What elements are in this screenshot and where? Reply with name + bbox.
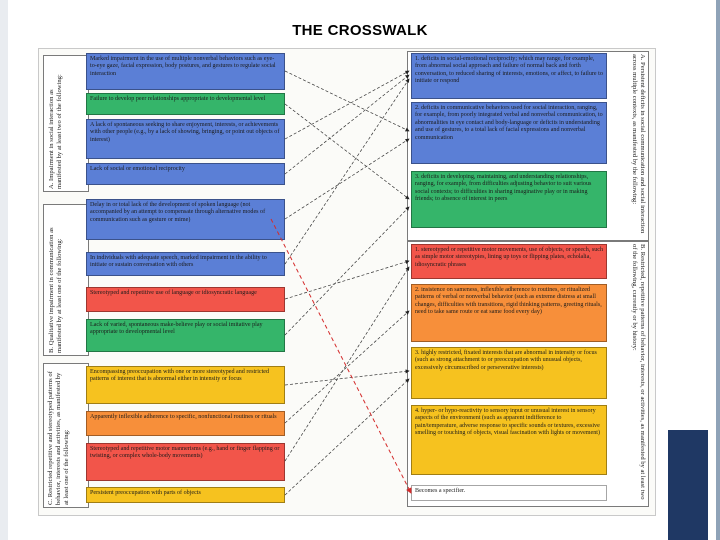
left-group-c-label: C. Restricted repetitive and stereotyped patterns of behavior, interests and activities, as manifested by at least one of the following:	[47, 371, 70, 505]
right-box-b1: 1. stereotyped or repetitive motor movements, use of objects, or speech, such as simple motor stereotypies, lining up toys or flipping plates, echolalia, idiosyncratic phrases	[411, 244, 607, 279]
right-box-specifier: Becomes a specifier.	[411, 485, 607, 501]
crosswalk-diagram	[38, 48, 656, 516]
page-title: THE CROSSWALK	[292, 22, 428, 39]
right-group-a-label: A. Persistent deficits in social communication and social interaction across multiple contexts, as manifested by the following:	[631, 54, 646, 234]
right-group-b-label: B. Restricted, repetitive patterns of behavior, interests, or activities, as manifested by at least two of the following, currently or by history:	[631, 244, 646, 500]
left-box-5: Delay in or total lack of the development of spoken language (not accompanied by an attempt to compensate through alternative modes of communication such as gesture or mime)	[86, 199, 285, 240]
left-box-3: A lack of spontaneous seeking to share enjoyment, interests, or achievements with other people (e.g., by a lack of showing, bringing, or point out objects of interest)	[86, 119, 285, 159]
red-arrow-specifier	[271, 219, 411, 493]
right-box-b3: 3. highly restricted, fixated interests that are abnormal in intensity or focus (such as strong attachment to or preoccupation with unusual objects, excessively circumscribed or perseverative interests)	[411, 347, 607, 399]
arrow-l8-a3	[285, 207, 409, 335]
right-accent-line	[716, 0, 720, 540]
left-box-9: Encompassing preoccupation with one or more stereotyped and restricted patterns of interest that is abnormal either in intensity or focus	[86, 366, 285, 404]
left-box-6: In individuals with adequate speech, marked impairment in the ability to initiate or sustain conversation with others	[86, 252, 285, 276]
arrow-l11-b1	[285, 267, 409, 461]
left-edge-stripe	[0, 0, 8, 540]
right-box-a3: 3. deficits in developing, maintaining, and understanding relationships, ranging, for example, from difficulties adjusting behavior to suit various social contexts; to difficulties in sharing imaginative play or in making friends; to absence of interest in peers	[411, 171, 607, 228]
left-group-a-label: A. Impairment in social interaction as manifested by at least two of the following:	[48, 74, 63, 189]
right-box-b2: 2. insistence on sameness, inflexible adherence to routines, or ritualized patterns of verbal or nonverbal behavior (such as extreme distress at small changes, difficulties with transitions, rigid thinking patterns, greeting rituals, need to take same route or eat same food every day)	[411, 284, 607, 342]
navy-accent-block	[668, 430, 708, 540]
left-box-2: Failure to develop peer relationships appropriate to developmental level	[86, 93, 285, 115]
arrow-l5-a2	[285, 139, 409, 219]
left-box-1: Marked impairment in the use of multiple nonverbal behaviors such as eye-to-eye gaze, facial expression, body postures, and gestures to regulate social interaction	[86, 53, 285, 90]
arrow-l1-a2	[285, 71, 409, 131]
arrow-l3-a1	[285, 71, 409, 139]
left-box-10: Apparently inflexible adherence to specific, nonfunctional routines or rituals	[86, 411, 285, 436]
left-box-4: Lack of social or emotional reciprocity	[86, 163, 285, 185]
arrow-l10-b2	[285, 311, 409, 423]
connector-arrows	[39, 49, 655, 515]
right-box-a2: 2. deficits in communicative behaviors used for social interaction, ranging, for example, from poorly integrated verbal and nonverbal communication, to abnormalities in eye contact and body-language or deficits in understanding and use of gestures, to a total lack of facial expressions and nonverbal communication	[411, 102, 607, 164]
arrow-l2-a3	[285, 104, 409, 199]
left-group-b-label: B. Qualitative impairment in communication as manifested by at least one of the following:	[48, 227, 63, 353]
left-box-7: Stereotyped and repetitive use of language or idiosyncratic language	[86, 287, 285, 312]
left-box-11: Stereotyped and repetitive motor mannerisms (e.g., hand or finger flapping or twisting, or complex whole-body movements)	[86, 443, 285, 481]
left-box-12: Persistent preoccupation with parts of objects	[86, 487, 285, 503]
arrow-l9-b3	[285, 371, 409, 385]
right-box-a1: 1. deficits in social-emotional reciprocity; which may range, for example, from abnormal social approach and failure of normal back and forth conversation, to reduced sharing of interests, emotions, or affect, to failure to initiate or respond	[411, 53, 607, 99]
arrow-l12-b3	[285, 379, 409, 495]
right-box-b4: 4. hyper- or hypo-reactivity to sensory input or unusual interest in sensory aspects of the environment (such as apparent indifference to pain/temperature, adverse response to specific sounds or textures, excessive smelling or touching of objects, visual fascination with lights or movement)	[411, 405, 607, 475]
arrow-l7-b1	[285, 261, 409, 299]
arrow-l4-a1	[285, 75, 409, 174]
arrow-l6-a1	[285, 79, 409, 264]
left-box-8: Lack of varied, spontaneous make-believe play or social imitative play appropriate to developmental level	[86, 319, 285, 352]
